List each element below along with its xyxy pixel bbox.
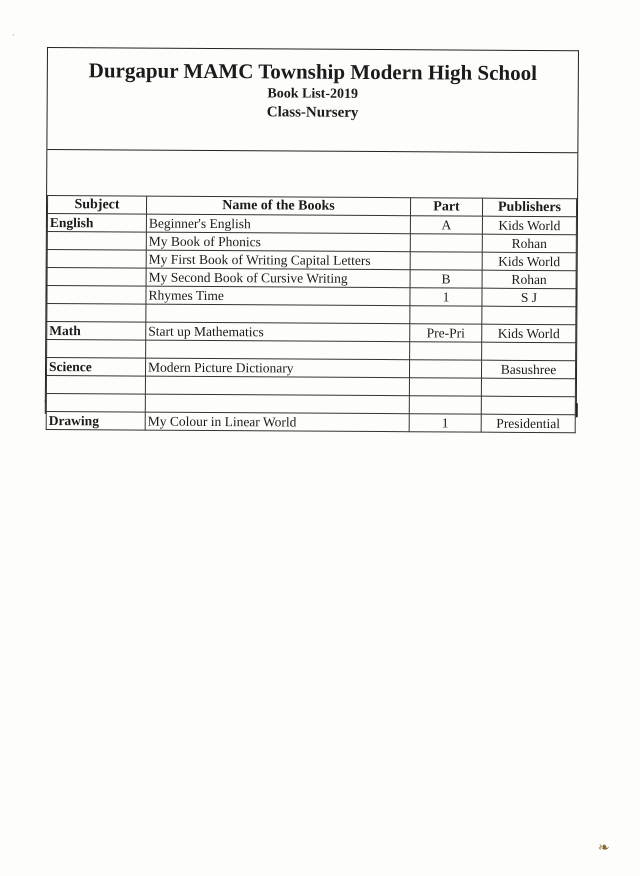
publisher-cell: Presidential xyxy=(481,414,575,433)
class-title: Class-Nursery xyxy=(266,104,359,121)
book-name-cell: Modern Picture Dictionary xyxy=(145,358,409,378)
book-name-cell: My Second Book of Cursive Writing xyxy=(146,268,410,288)
part-cell: 1 xyxy=(410,288,482,306)
part-cell: Pre-Pri xyxy=(410,324,482,342)
publisher-cell: S J xyxy=(482,288,576,307)
book-name-cell xyxy=(146,340,410,360)
part-cell: A xyxy=(410,216,482,234)
publisher-cell: Kids World xyxy=(482,324,576,343)
subject-cell xyxy=(47,340,146,359)
table-row xyxy=(46,412,575,433)
subject-cell: Science xyxy=(46,358,145,377)
publisher-cell xyxy=(482,342,576,361)
left-border-tail xyxy=(44,400,46,414)
part-cell xyxy=(410,306,482,324)
book-name-cell: My First Book of Writing Capital Letters xyxy=(146,250,410,270)
part-cell xyxy=(409,396,481,414)
part-cell: 1 xyxy=(409,414,481,432)
header-gap xyxy=(47,150,577,198)
part-cell xyxy=(409,360,481,378)
subject-cell: Drawing xyxy=(46,412,145,431)
book-list-sheet xyxy=(45,47,579,431)
part-cell: B xyxy=(410,270,482,288)
book-list-title: Book List-2019 xyxy=(267,86,359,102)
subject-cell: Math xyxy=(47,322,146,341)
subject-cell xyxy=(47,268,146,287)
part-cell xyxy=(409,378,481,396)
book-name-cell xyxy=(145,376,409,396)
publisher-cell: Basushree xyxy=(481,360,575,379)
publisher-cell: Rohan xyxy=(482,270,576,289)
book-table xyxy=(46,195,577,433)
right-border-tail xyxy=(576,403,578,417)
scan-speck: · xyxy=(12,30,15,40)
subject-cell xyxy=(47,250,146,269)
book-name-cell: Beginner's English xyxy=(146,214,410,234)
publisher-cell: Kids World xyxy=(482,252,576,271)
subject-cell: English xyxy=(47,214,146,233)
subject-cell xyxy=(47,286,146,305)
part-cell xyxy=(410,234,482,252)
publisher-cell: Kids World xyxy=(482,216,576,235)
publisher-cell xyxy=(481,378,575,397)
part-cell xyxy=(410,252,482,270)
table-body xyxy=(46,214,576,433)
column-header-part: Part xyxy=(410,198,482,216)
subject-cell xyxy=(46,394,145,413)
school-title: Durgapur MAMC Township Modern High School xyxy=(88,58,538,85)
subject-cell xyxy=(47,232,146,251)
column-header-publishers: Publishers xyxy=(482,198,576,217)
publisher-cell xyxy=(481,396,575,415)
book-name-cell xyxy=(145,394,409,414)
book-name-cell: My Book of Phonics xyxy=(146,232,410,252)
book-name-cell xyxy=(146,304,410,324)
column-header-books: Name of the Books xyxy=(146,196,410,216)
book-name-cell: My Colour in Linear World xyxy=(145,412,409,432)
publisher-cell: Rohan xyxy=(482,234,576,253)
document-header xyxy=(47,48,578,153)
part-cell xyxy=(410,342,482,360)
column-header-subject: Subject xyxy=(47,196,146,215)
book-name-cell: Rhymes Time xyxy=(146,286,410,306)
publisher-cell xyxy=(482,306,576,325)
scan-mark: ❧ xyxy=(598,841,610,856)
subject-cell xyxy=(46,376,145,395)
book-name-cell: Start up Mathematics xyxy=(146,322,410,342)
subject-cell xyxy=(47,304,146,323)
